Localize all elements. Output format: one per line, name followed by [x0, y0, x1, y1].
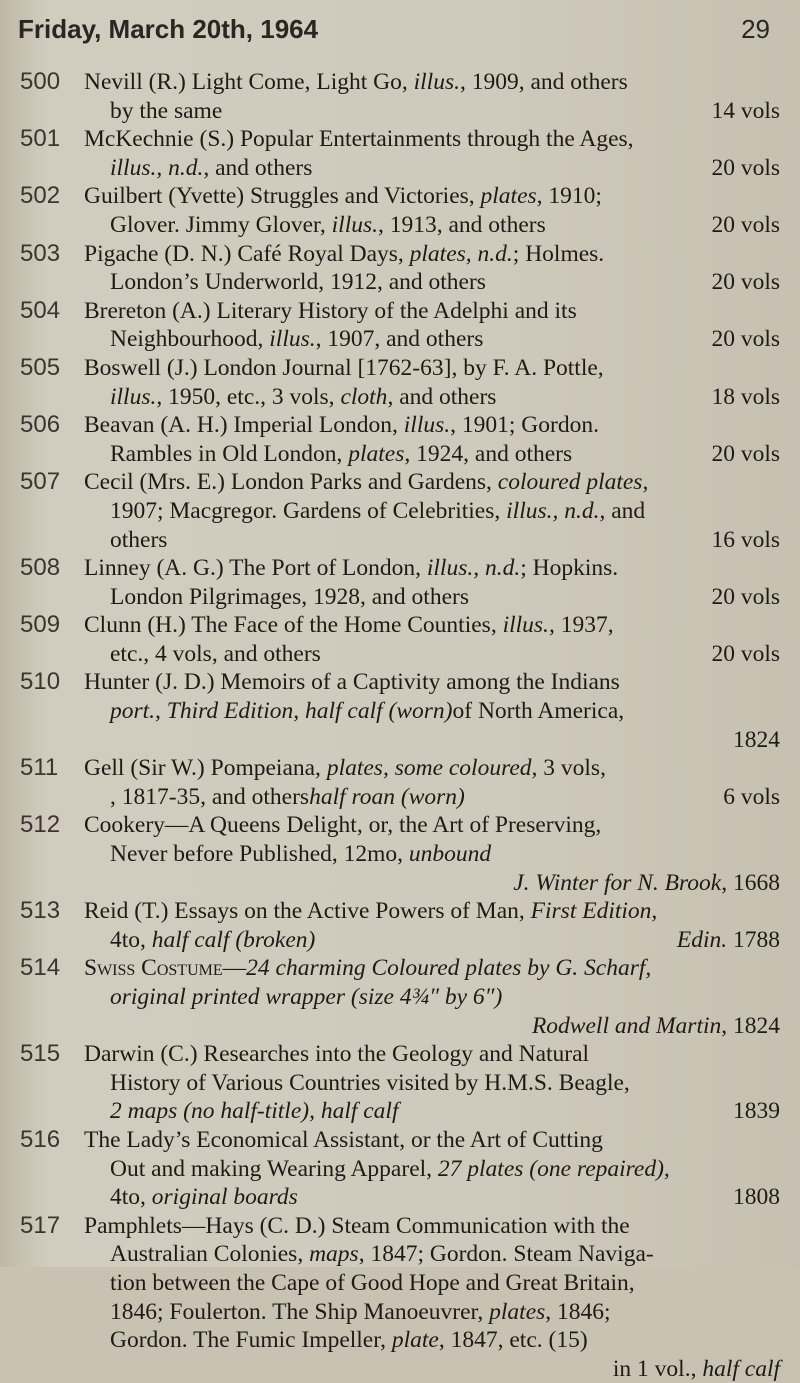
- lot-text: ; Holmes.: [512, 240, 605, 267]
- lot-line: [84, 440, 780, 469]
- lot-text-italic: illus.: [413, 69, 460, 95]
- lot-date: 6 vols: [723, 783, 780, 810]
- lot-quantity: [711, 640, 780, 669]
- lot-line: [84, 1326, 780, 1355]
- lot-imprint: Edin.: [676, 926, 728, 953]
- lot-imprint-line: [84, 1012, 780, 1041]
- lot-text-italic: First Edition,: [530, 898, 658, 925]
- lot-entry: [20, 240, 780, 297]
- lot-text: Gordon. The Fumic Impeller,: [110, 1327, 392, 1354]
- lot-text-italic: maps: [309, 1241, 359, 1268]
- lot-list: [20, 68, 780, 1383]
- lot-line: [84, 1183, 780, 1212]
- lot-line-text: [110, 383, 496, 412]
- lot-date: , 1668: [721, 869, 780, 896]
- lot-text-italic: 24 charming Coloured plates by G. Scharf,: [246, 955, 652, 982]
- lot-text: , 1950, etc., 3 vols,: [156, 383, 341, 410]
- lot-date: 20 vols: [711, 154, 780, 181]
- lot-text: London’s Underworld, 1912, and others: [110, 269, 486, 296]
- lot-text: 4to,: [110, 926, 152, 953]
- lot-line: [84, 268, 780, 297]
- lot-line-text: [110, 325, 483, 354]
- lot-text-italic: unbound: [408, 841, 492, 868]
- lot-number: 501: [20, 125, 61, 153]
- lot-entry: [20, 554, 780, 611]
- lot-line: [84, 697, 780, 726]
- lot-text: Glover. Jimmy Glover,: [110, 211, 332, 238]
- lot-line: [84, 1212, 780, 1241]
- lot-line-text: [110, 1097, 399, 1126]
- lot-date: , 1824: [721, 1012, 780, 1039]
- lot-text: , 1846;: [545, 1298, 611, 1325]
- lot-entry: [20, 811, 780, 897]
- lot-line-text: [110, 1155, 670, 1184]
- lot-number: 513: [20, 897, 61, 925]
- lot-entry: [20, 468, 780, 554]
- lot-text-italic: plates: [348, 440, 405, 467]
- lot-text: , 1924, and others: [404, 440, 573, 467]
- lot-line-text: [110, 1183, 298, 1212]
- lot-entry: [20, 68, 780, 125]
- lot-line-text: [110, 1240, 654, 1269]
- lot-imprint: Rodwell and Martin: [531, 1012, 722, 1039]
- lot-text: , 1909, and others: [459, 69, 628, 95]
- lot-text: Boswell (J.) London Journal [1762-63], by F. A. Pottle,: [84, 354, 604, 381]
- lot-text: , and others: [203, 154, 313, 181]
- lot-line: [84, 611, 780, 640]
- lot-text: Hunter (J. D.) Memoirs of a Captivity among the Indians: [84, 669, 620, 696]
- lot-date: 20 vols: [711, 583, 780, 610]
- lot-text-italic: 27 plates (one repaired),: [437, 1155, 670, 1182]
- lot-number: 508: [20, 554, 61, 582]
- lot-text: Cecil (Mrs. E.) London Parks and Gardens,: [84, 469, 498, 496]
- lot-quantity: [733, 1097, 780, 1126]
- lot-quantity: [711, 268, 780, 297]
- lot-line: [84, 1069, 780, 1098]
- lot-quantity: [677, 926, 780, 955]
- lot-line: [84, 926, 780, 955]
- lot-line: [84, 811, 780, 840]
- lot-number: 514: [20, 954, 61, 982]
- lot-text-italic: illus.: [331, 211, 378, 238]
- lot-entry: [20, 1212, 780, 1383]
- lot-entry: [20, 182, 780, 239]
- lot-line-text: [110, 211, 546, 240]
- lot-text-italic: plates: [489, 1298, 546, 1325]
- lot-line-text: [110, 440, 572, 469]
- lot-number: 505: [20, 353, 61, 381]
- lot-line-text: [110, 526, 167, 555]
- lot-number: 507: [20, 468, 61, 496]
- lot-entry: [20, 125, 780, 182]
- lot-line: [84, 640, 780, 669]
- lot-text: Rambles in Old London,: [110, 440, 349, 467]
- lot-date: 16 vols: [711, 526, 780, 553]
- lot-line: [84, 354, 780, 383]
- lot-text-italic: illus.: [403, 412, 451, 439]
- lot-line-text: [110, 1069, 630, 1098]
- lot-text: 3 vols,: [537, 755, 606, 782]
- lot-quantity: [711, 325, 780, 354]
- lot-quantity: [711, 383, 780, 412]
- lot-date: 1824: [733, 726, 780, 753]
- lot-text-italic: plates: [480, 183, 537, 210]
- lot-line: [84, 897, 780, 926]
- lot-text-italic: illus.: [502, 612, 549, 639]
- header-date: Friday, March 20th, 1964: [18, 14, 319, 44]
- lot-line: [84, 783, 780, 812]
- lot-line: [84, 383, 780, 412]
- lot-date: 14 vols: [711, 97, 780, 124]
- lot-text: Linney (A. G.) The Port of London,: [84, 555, 427, 582]
- lot-date: 18 vols: [711, 383, 780, 410]
- lot-number: 510: [20, 668, 61, 696]
- lot-number: 502: [20, 182, 61, 210]
- lot-line: [84, 554, 780, 583]
- lot-date: 20 vols: [711, 440, 780, 467]
- lot-line: [84, 983, 780, 1012]
- lot-number: 504: [20, 296, 61, 324]
- lot-text: Guilbert (Yvette) Struggles and Victories,: [84, 183, 481, 210]
- lot-line-text: [110, 268, 486, 297]
- lot-line-text: [110, 840, 491, 869]
- lot-quantity: [711, 97, 780, 126]
- lot-text: of North America,: [452, 698, 625, 725]
- lot-line: [84, 125, 780, 154]
- lot-text-italic: plates, n.d.: [409, 240, 513, 267]
- lot-entry: [20, 1126, 780, 1212]
- lot-text-italic: original printed wrapper (size 4¾″ by 6″): [110, 984, 503, 1010]
- lot-line: [84, 240, 780, 269]
- lot-line-text: [110, 1269, 635, 1298]
- lot-text: Clunn (H.) The Face of the Home Counties,: [84, 612, 503, 639]
- lot-text: , 1817-35, and others: [110, 783, 310, 810]
- lot-line-text: [110, 154, 312, 183]
- lot-number: 509: [20, 611, 61, 639]
- lot-line: [84, 668, 780, 697]
- lot-text: by the same: [110, 97, 223, 124]
- lot-line-text: [110, 583, 469, 612]
- lot-date: 20 vols: [711, 211, 780, 238]
- lot-text-italic: half calf: [702, 1355, 780, 1382]
- lot-imprint-line: [84, 869, 780, 898]
- lot-text: Cookery—A Queens Delight, or, the Art of Preserving,: [84, 812, 602, 839]
- lot-text-italic: half roan (worn): [309, 783, 465, 810]
- lot-line: [84, 497, 780, 526]
- lot-text: McKechnie (S.) Popular Entertainments through the Ages,: [84, 126, 634, 153]
- lot-number: 511: [20, 754, 59, 782]
- lot-text-italic: illus.: [110, 383, 157, 410]
- lot-line: [84, 411, 780, 440]
- lot-text: Swiss Costume: [84, 955, 223, 982]
- lot-line-text: [110, 983, 502, 1012]
- lot-line: [84, 1097, 780, 1126]
- lot-text-italic: original boards: [151, 1184, 298, 1211]
- lot-number: 500: [20, 68, 61, 95]
- lot-entry: [20, 668, 780, 754]
- lot-text: , 1907, and others: [315, 326, 484, 353]
- lot-entry: [20, 897, 780, 954]
- lot-text: , 1847; Gordon. Steam Naviga-: [358, 1241, 654, 1268]
- lot-date: 20 vols: [711, 269, 780, 296]
- lot-quantity: [711, 526, 780, 555]
- lot-quantity: [711, 583, 780, 612]
- lot-entry: [20, 411, 780, 468]
- lot-entry: [20, 611, 780, 668]
- lot-text: The Lady’s Economical Assistant, or the Art of Cutting: [84, 1126, 603, 1153]
- lot-entry: [20, 954, 780, 1040]
- lot-line: [84, 840, 780, 869]
- lot-text: etc., 4 vols, and others: [110, 640, 321, 667]
- page-header: [18, 14, 770, 54]
- lot-number: 516: [20, 1125, 61, 1153]
- lot-number: 503: [20, 239, 61, 267]
- lot-text: 1846; Foulerton. The Ship Manoeuvrer,: [110, 1298, 490, 1325]
- lot-entry: [20, 1040, 780, 1126]
- lot-text: London Pilgrimages, 1928, and others: [110, 583, 469, 610]
- lot-date: 1788: [727, 926, 780, 953]
- page-number: 29: [741, 14, 770, 44]
- lot-line: [84, 468, 780, 497]
- lot-line: [84, 68, 780, 97]
- lot-imprint-line: [84, 1355, 780, 1383]
- lot-entry: [20, 297, 780, 354]
- lot-line: [84, 1126, 780, 1155]
- lot-text: in 1 vol.,: [612, 1355, 703, 1382]
- lot-text: Reid (T.) Essays on the Active Powers of Man,: [84, 898, 531, 925]
- lot-number: 517: [20, 1211, 61, 1239]
- lot-text: —: [222, 955, 247, 982]
- lot-date: 1808: [733, 1184, 780, 1211]
- lot-imprint-line: [84, 726, 780, 755]
- lot-text: , 1847, etc. (15): [438, 1327, 588, 1354]
- lot-date: 20 vols: [711, 640, 780, 667]
- lot-text-italic: port., Third Edition, half calf (worn): [110, 698, 453, 725]
- lot-line: [84, 1269, 780, 1298]
- lot-quantity: [711, 211, 780, 240]
- lot-text-italic: coloured plates,: [497, 469, 649, 496]
- lot-line-text: [110, 97, 222, 126]
- lot-text-italic: illus., n.d.: [426, 555, 521, 582]
- lot-text: Pamphlets—Hays (C. D.) Steam Communication with the: [84, 1212, 630, 1239]
- lot-text: , 1937,: [548, 612, 614, 639]
- lot-line: [84, 526, 780, 555]
- lot-text-italic: 2 maps (no half-title), half calf: [110, 1098, 399, 1125]
- lot-quantity: [723, 783, 780, 812]
- lot-text: , 1913, and others: [378, 211, 546, 238]
- lot-text: Darwin (C.) Researches into the Geology and Natural: [84, 1041, 590, 1068]
- lot-line: [84, 154, 780, 183]
- lot-number: 512: [20, 811, 61, 839]
- lot-imprint: J. Winter for N. Brook: [513, 869, 722, 896]
- lot-line: [84, 754, 780, 783]
- lot-line-text: [110, 697, 624, 726]
- lot-text: Pigache (D. N.) Café Royal Days,: [84, 240, 410, 267]
- lot-quantity: [733, 1183, 780, 1212]
- lot-quantity: [711, 154, 780, 183]
- lot-number: 515: [20, 1040, 61, 1068]
- lot-text: ; Hopkins.: [520, 555, 619, 582]
- lot-text: Neighbourhood,: [110, 326, 270, 353]
- lot-text: Brereton (A.) Literary History of the Adelphi and its: [84, 297, 577, 324]
- lot-line: [84, 583, 780, 612]
- lot-line-text: [110, 640, 321, 669]
- lot-text: Beavan (A. H.) Imperial London,: [84, 412, 404, 439]
- lot-text: 4to,: [110, 1184, 152, 1211]
- lot-line: [84, 325, 780, 354]
- lot-line-text: [110, 1326, 588, 1355]
- lot-entry: [20, 354, 780, 411]
- lot-text: Australian Colonies,: [110, 1241, 310, 1268]
- lot-text: , and others: [387, 383, 497, 410]
- lot-text: History of Various Countries visited by H.M.S. Beagle,: [110, 1069, 630, 1096]
- lot-text: , 1901; Gordon.: [450, 412, 599, 439]
- lot-text-italic: cloth: [340, 383, 388, 410]
- lot-line: [84, 1040, 780, 1069]
- lot-line: [84, 954, 780, 983]
- lot-text: others: [110, 526, 168, 553]
- lot-line: [84, 97, 780, 126]
- lot-text: Nevill (R.) Light Come, Light Go,: [84, 69, 414, 95]
- lot-line-text: [110, 497, 645, 526]
- lot-line: [84, 1240, 780, 1269]
- lot-text-italic: half calf (broken): [151, 926, 316, 953]
- lot-line: [84, 1155, 780, 1184]
- lot-text: Out and making Wearing Apparel,: [110, 1155, 438, 1182]
- lot-date: 20 vols: [711, 326, 780, 353]
- lot-line-text: [110, 926, 315, 955]
- lot-line: [84, 182, 780, 211]
- lot-line-text: [110, 783, 465, 812]
- lot-text-italic: illus., n.d.: [506, 497, 600, 524]
- lot-line: [84, 1298, 780, 1327]
- lot-text-italic: plate: [391, 1327, 439, 1354]
- lot-text: , 1910;: [536, 183, 602, 210]
- lot-text-italic: plates, some coloured,: [326, 755, 538, 782]
- lot-text: Gell (Sir W.) Pompeiana,: [84, 755, 327, 782]
- lot-date: 1839: [733, 1098, 780, 1125]
- lot-text-italic: illus., n.d.: [110, 154, 204, 181]
- lot-number: 506: [20, 411, 61, 439]
- lot-text: 1907; Macgregor. Gardens of Celebrities,: [110, 497, 507, 524]
- lot-line-text: [110, 1298, 611, 1327]
- lot-line: [84, 211, 780, 240]
- lot-quantity: [711, 440, 780, 469]
- lot-text: Never before Published, 12mo,: [110, 841, 409, 868]
- lot-line: [84, 297, 780, 326]
- lot-text-italic: illus.: [269, 326, 316, 353]
- lot-text: tion between the Cape of Good Hope and Great Britain,: [110, 1269, 635, 1296]
- lot-entry: [20, 754, 780, 811]
- lot-text: , and: [599, 497, 646, 524]
